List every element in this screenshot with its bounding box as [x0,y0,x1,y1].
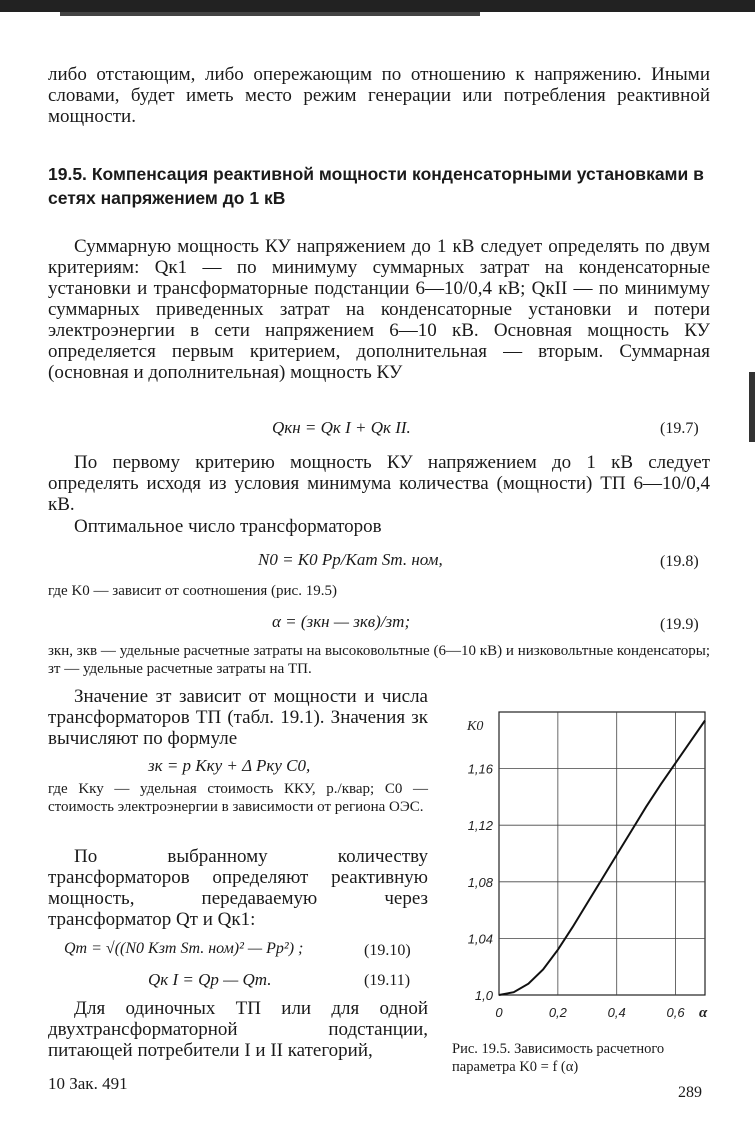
figure-19-5 [455,700,715,1030]
where-costs: зкн, зкв — удельные расчетные затраты на высоковольтные (6—10 кВ) и низковольтные конденсаторы; зт — удельные расчетные затраты на ТП. [48,643,710,677]
equation-19-9: α = (зкн — зкв)/зт; [272,612,411,631]
equation-19-7: Qкн = Qк I + Qк II. [272,418,411,437]
x-tick-label: 0,4 [607,1005,626,1020]
equation-zk: зк = p Kку + Δ Pку C0, [148,756,311,775]
scan-right-mark [749,372,755,442]
equation-number-19-10: (19.10) [364,942,411,959]
y-axis-label: K0 [467,719,484,734]
paragraph-optimal-number: Оптимальное число трансформаторов [74,516,382,537]
paragraph-reactive-power: По выбранному количеству трансформаторов определяют реактивную мощность, передаваемую через трансформатор Qт и Qк1: [48,846,428,930]
paragraph-criteria: Суммарную мощность КУ напряжением до 1 кВ следует определять по двум критериям: Qк1 — по минимуму суммарных затрат на конденсаторные установки и трансформаторные подстанции 6—10/0,4 кВ; QкII — по минимуму суммарных приведенных затрат на конденсаторные установки и потери электроэнергии в сети напряжением 6—10 кВ. Основная мощность КУ определяется первым критерием, дополнительная — вторым. Суммарная (основная и дополнительная) мощность КУ [48,236,710,383]
paragraph-zt-value: Значение зт зависит от мощности и числа трансформаторов ТП (табл. 19.1). Значения зк вычисляют по формуле [48,686,428,749]
equation-number-19-8: (19.8) [660,553,699,570]
scan-top-border [0,0,755,12]
x-tick-label: 0,2 [548,1005,567,1020]
scan-top-shadow [60,12,480,16]
k0-curve [499,721,705,996]
equation-19-8: N0 = K0 Pp/Kат Sт. ном, [258,550,443,569]
equation-number-19-7: (19.7) [660,420,699,437]
y-tick-label: 1,16 [467,761,493,777]
page-number: 289 [678,1084,702,1101]
equation-19-11: Qк I = Qр — Qт. [148,970,272,989]
x-axis-label: α [699,1005,708,1021]
section-title: Компенсация реактивной мощности конденсаторными установками в сетях напряжением до 1 кВ [48,164,704,208]
y-tick-label: 1,0 [474,988,493,1003]
figure-caption: Рис. 19.5. Зависимость расчетного параметра K0 = f (α) [452,1041,665,1075]
paragraph-single-substation: Для одиночных ТП или для одной двухтрансформаторной подстанции, питающей потребители I и II категорий, [48,998,428,1061]
equation-number-19-11: (19.11) [364,972,411,989]
y-tick-label: 1,08 [467,874,493,890]
k0-alpha-chart [455,700,715,1030]
x-tick-label: 0,6 [666,1005,685,1020]
equation-number-19-9: (19.9) [660,616,699,633]
paragraph-first-criterion: По первому критерию мощность КУ напряжением до 1 кВ следует определять исходя из условия минимума количества (мощности) ТП 6—10/0,4 кВ. [48,452,710,515]
plot-frame [499,712,705,995]
section-number: 19.5. [48,164,87,184]
x-tick-label: 0 [495,1005,503,1020]
y-tick-label: 1,04 [467,931,493,947]
footer-note: 10 Зак. 491 [48,1074,128,1093]
section-heading [48,162,710,210]
intro-paragraph: либо отстающим, либо опережающим по отношению к напряжению. Иными словами, будет иметь место режим генерации или потребления реактивной мощности. [48,64,710,127]
where-kku: где Kку — удельная стоимость ККУ, р./квар; C0 — стоимость электроэнергии в зависимости от региона ОЭС. [48,781,428,815]
y-tick-label: 1,12 [467,818,493,834]
where-k0: где K0 — зависит от соотношения (рис. 19.5) [48,583,337,599]
equation-19-10: Qт = √((N0 Kзт Sт. ном)² — Pp²) ; [64,940,304,957]
